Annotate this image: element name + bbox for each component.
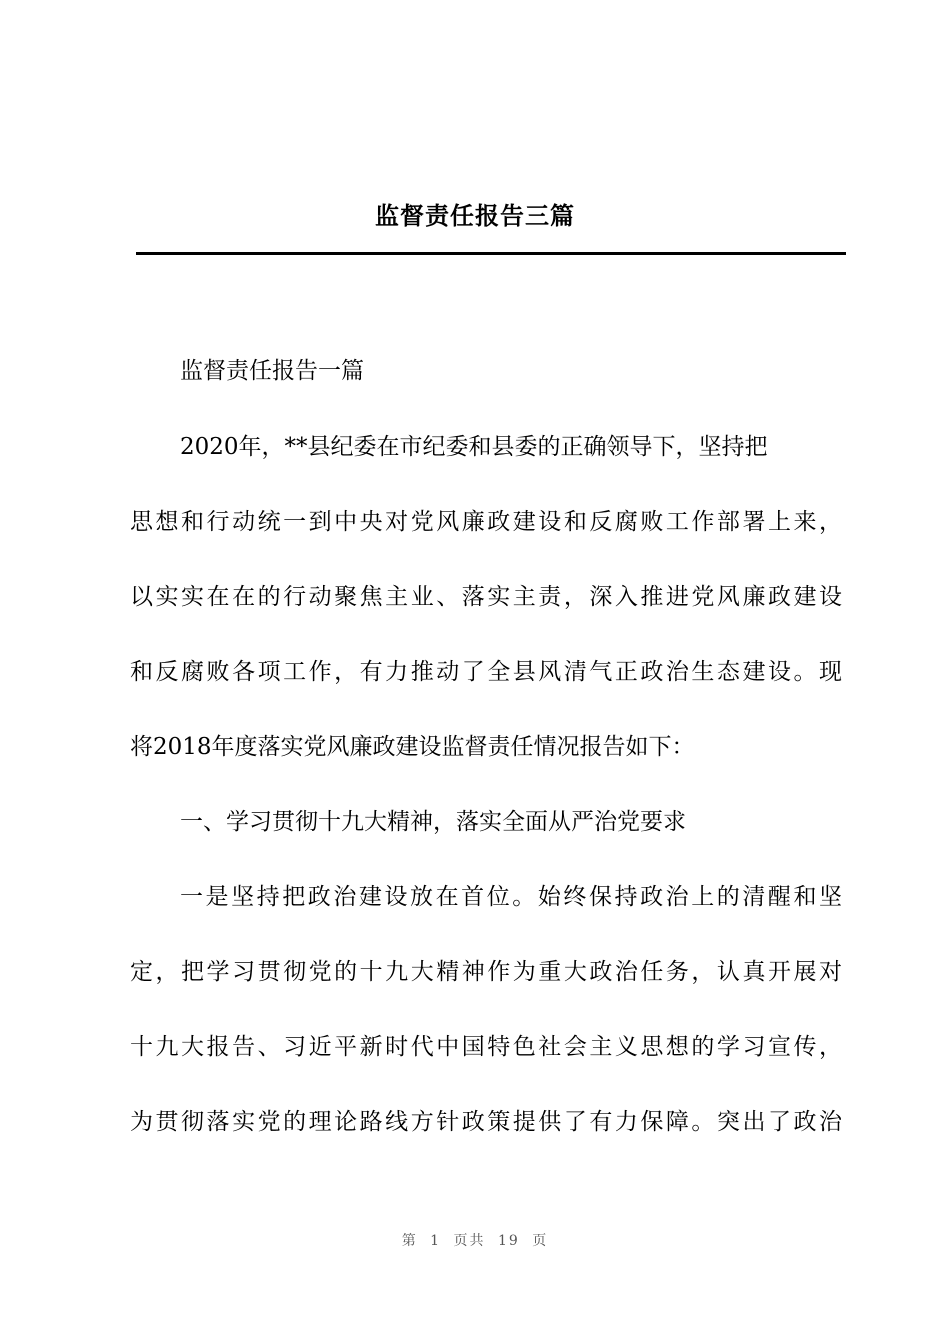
body-line: 2020年，**县纪委在市纪委和县委的正确领导下，坚持把	[180, 434, 768, 460]
body-line: 为贯彻落实党的理论路线方针政策提供了有力保障。突出了政治	[130, 1109, 842, 1135]
body-line: 定，把学习贯彻党的十九大精神作为重大政治任务，认真开展对	[130, 959, 842, 985]
page-number-footer: 第 1 页共 19 页	[401, 1233, 549, 1249]
section-heading: 监督责任报告一篇	[180, 358, 364, 384]
title-underline	[136, 252, 846, 255]
body-line: 思想和行动统一到中央对党风廉政建设和反腐败工作部署上来，	[130, 509, 842, 535]
body-line: 一是坚持把政治建设放在首位。始终保持政治上的清醒和坚	[180, 884, 842, 910]
body-line: 十九大报告、习近平新时代中国特色社会主义思想的学习宣传，	[130, 1034, 842, 1060]
body-line: 和反腐败各项工作，有力推动了全县风清气正政治生态建设。现	[130, 659, 842, 685]
document-title: 监督责任报告三篇	[375, 201, 575, 230]
body-line: 以实实在在的行动聚焦主业、落实主责，深入推进党风廉政建设	[130, 584, 842, 610]
body-line: 将2018年度落实党风廉政建设监督责任情况报告如下：	[130, 734, 695, 760]
subsection-heading: 一、学习贯彻十九大精神，落实全面从严治党要求	[180, 809, 686, 835]
